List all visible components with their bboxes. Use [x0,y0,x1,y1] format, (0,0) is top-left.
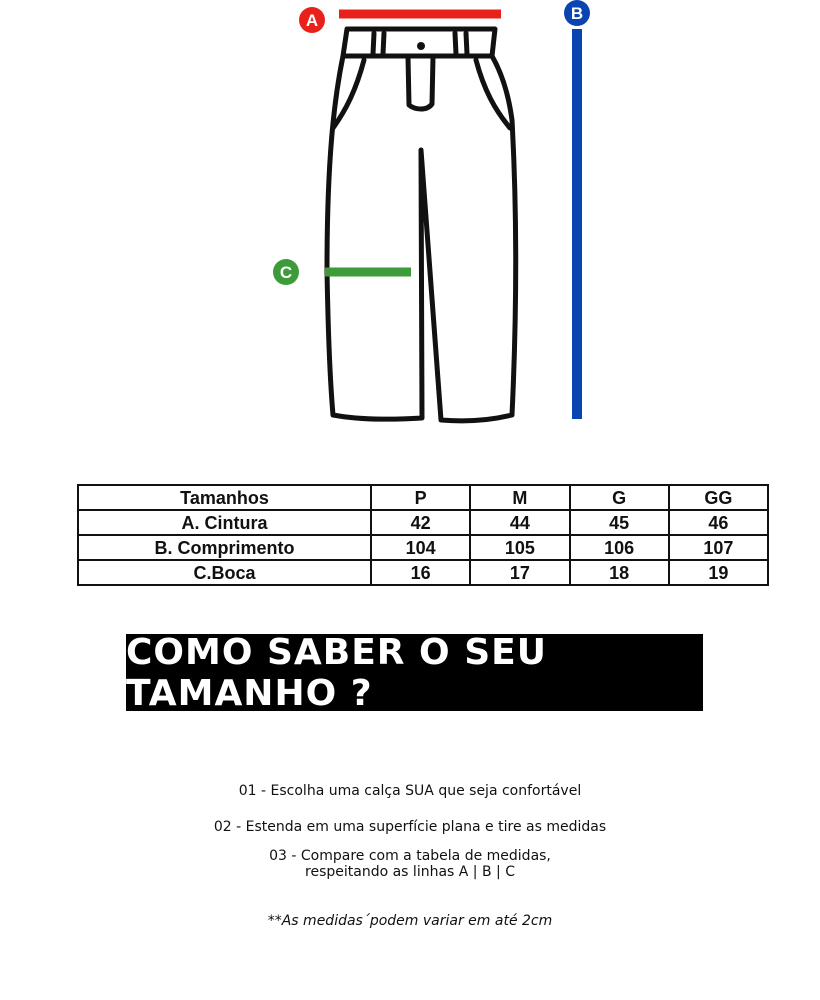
measurement-note [0,913,820,929]
step-2-text: 02 - Estenda em uma superfície plana e tire as medidas [213,819,607,835]
table-header-cell: GG [669,485,768,510]
table-cell: 17 [470,560,569,585]
table-header-cell: G [570,485,669,510]
table-cell: 107 [669,535,768,560]
measurement-note-text: **As medidas´podem variar em até 2cm [267,913,553,929]
table-row [78,560,768,585]
table-header-cell: M [470,485,569,510]
table-header-cell: P [371,485,470,510]
marker-c-letter: C [279,263,293,282]
pants-measurement-diagram [0,0,820,440]
table-header-cell: Tamanhos [78,485,371,510]
table-cell: 46 [669,510,768,535]
pants-icon [327,29,516,421]
marker-b-letter: B [570,4,584,23]
table-cell: 45 [570,510,669,535]
banner-title: COMO SABER O SEU TAMANHO ? [126,631,547,714]
size-chart-table [77,484,769,586]
table-cell: B. Comprimento [78,535,371,560]
table-cell: 42 [371,510,470,535]
table-cell: 44 [470,510,569,535]
how-to-measure-banner [126,631,703,714]
table-cell: 105 [470,535,569,560]
button-icon [417,42,425,50]
step-3-line-2: respeitando as linhas A | B | C [305,864,515,880]
table-row [78,510,768,535]
table-row [78,535,768,560]
step-1-text: 01 - Escolha uma calça SUA que seja confortável [238,783,582,799]
step-3-line-1: 03 - Compare com a tabela de medidas, [269,848,551,864]
step-1 [0,783,820,799]
table-cell: C.Boca [78,560,371,585]
table-cell: A. Cintura [78,510,371,535]
table-cell: 106 [570,535,669,560]
marker-a-letter: A [305,11,319,30]
table-cell: 19 [669,560,768,585]
step-2 [0,819,820,835]
table-cell: 104 [371,535,470,560]
step-3 [0,848,820,880]
table-header-row [78,485,768,510]
table-cell: 18 [570,560,669,585]
table-cell: 16 [371,560,470,585]
